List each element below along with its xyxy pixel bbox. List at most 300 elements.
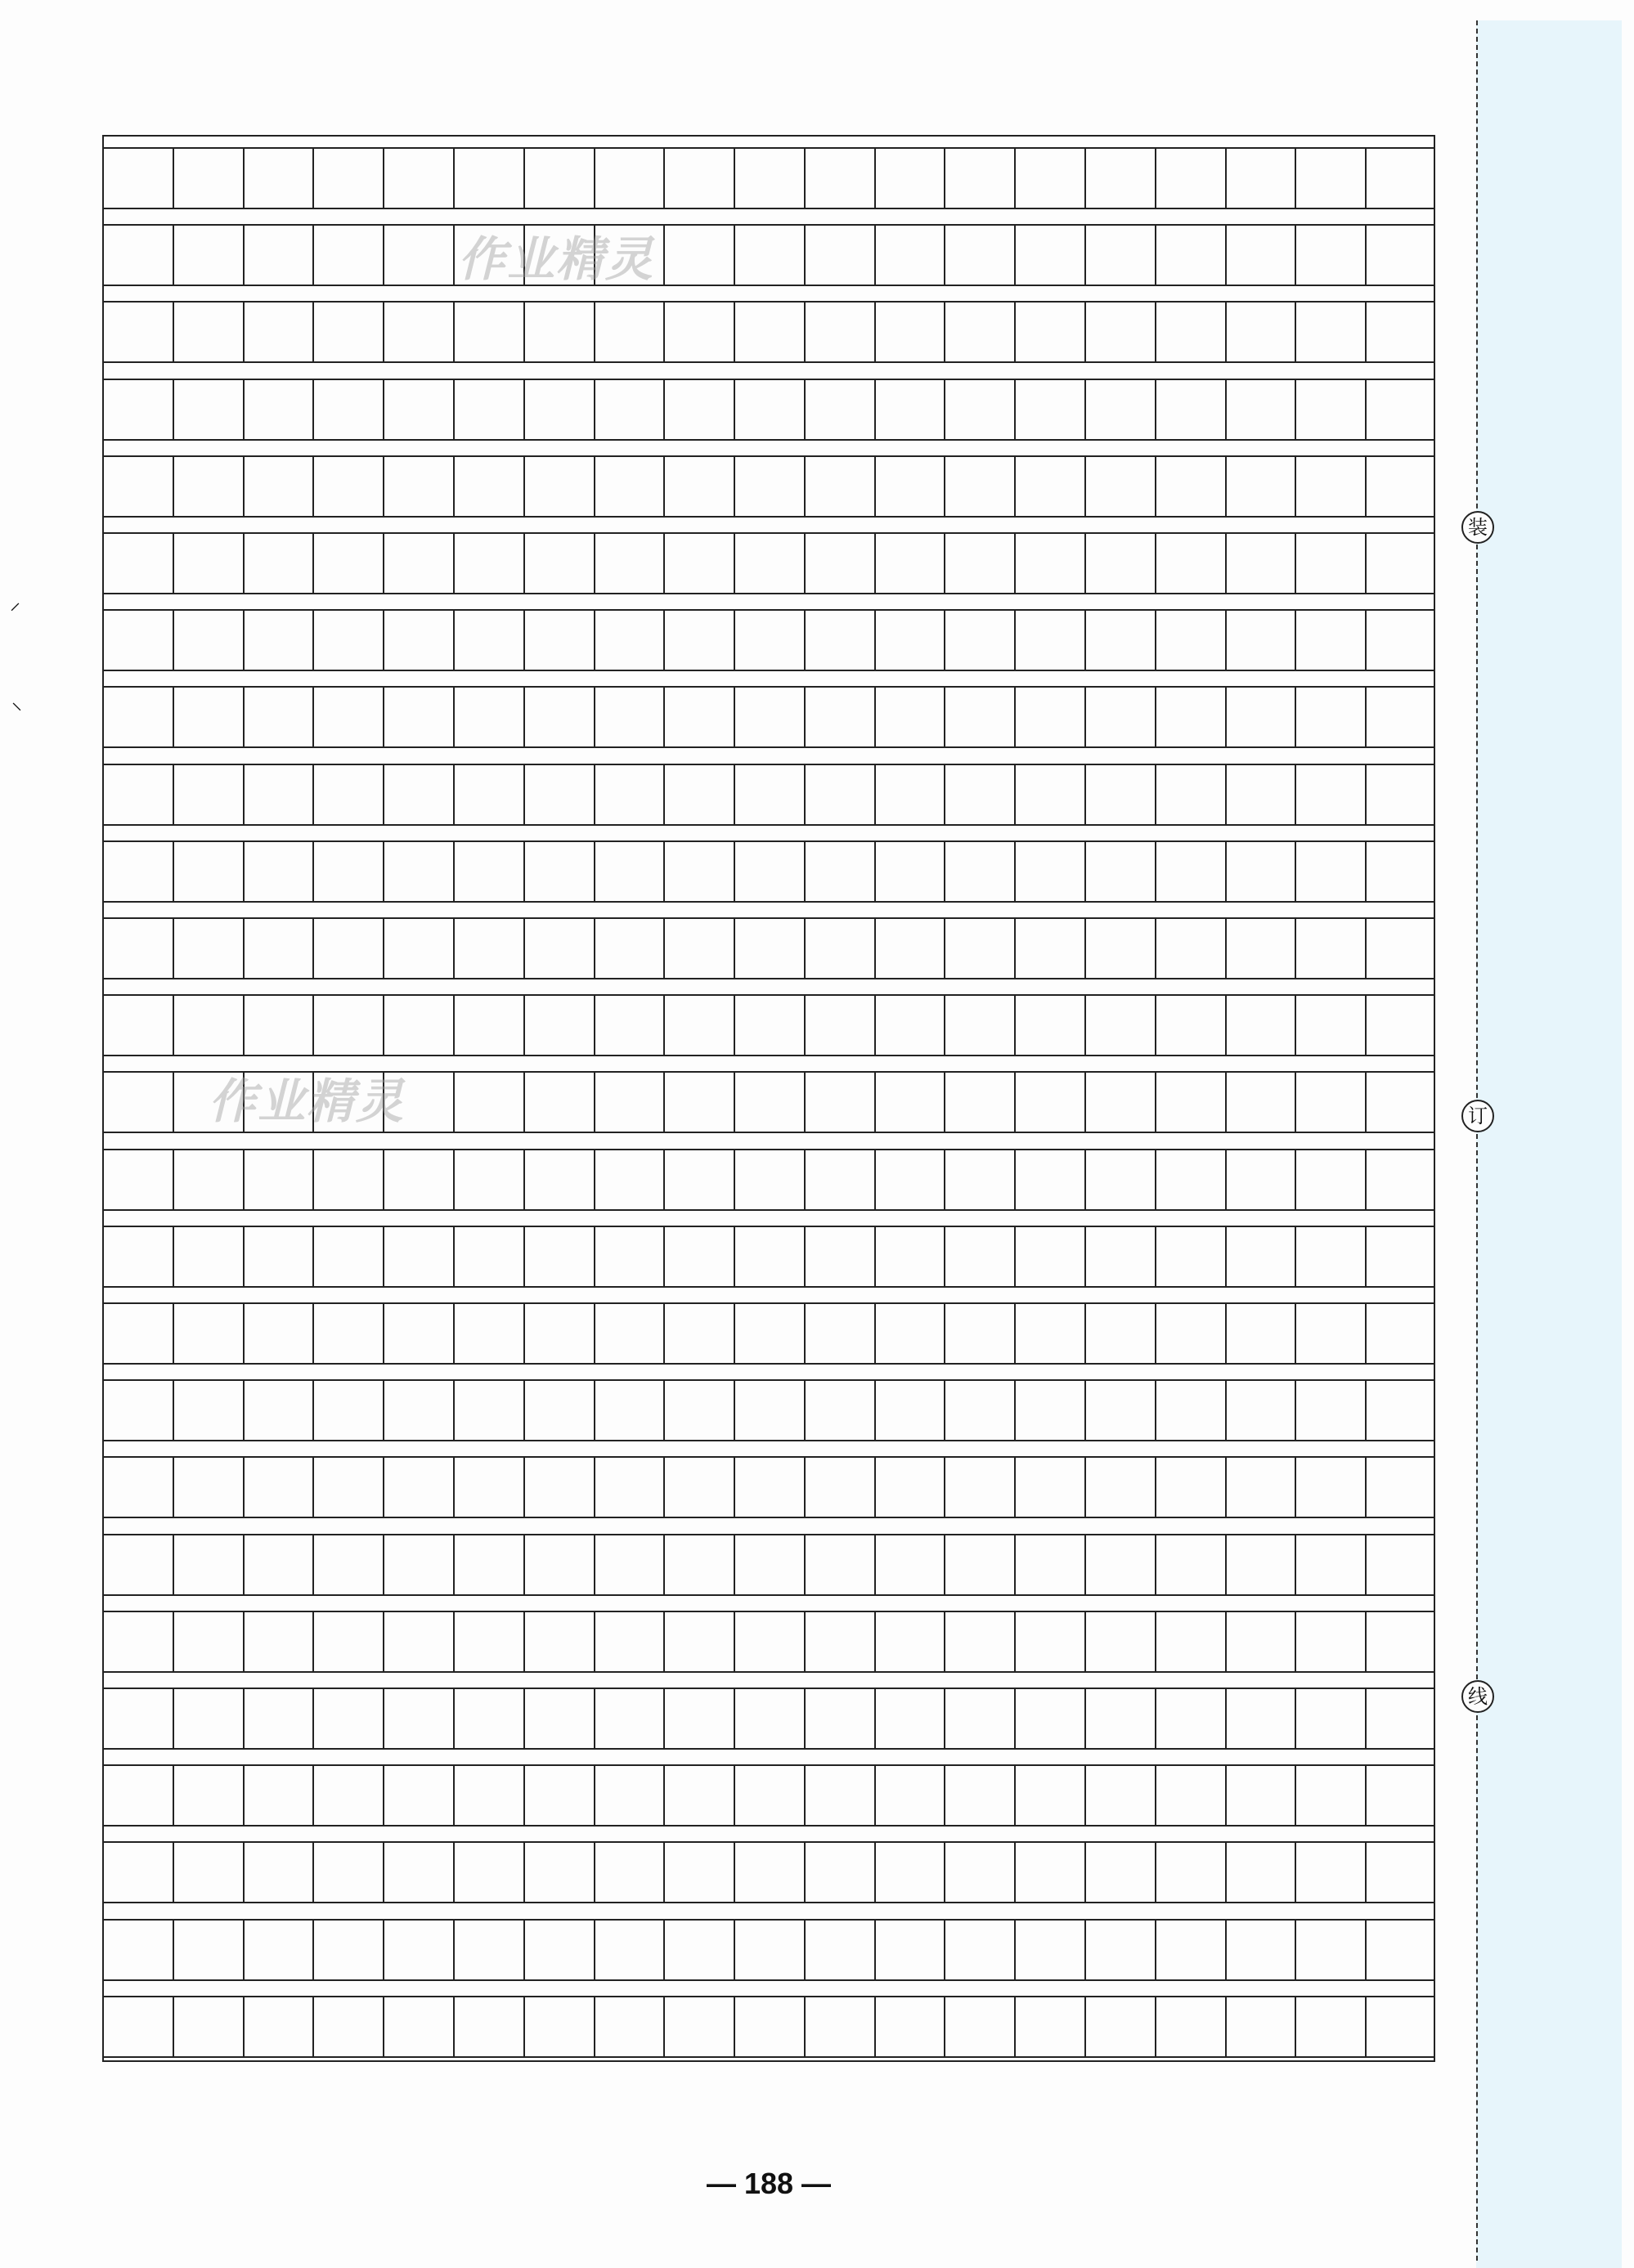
grid-cell-divider [1365,1843,1367,1902]
grid-cell-divider [734,149,735,208]
grid-cell-divider [1295,226,1296,285]
grid-row [102,1456,1435,1518]
grid-cell-divider [1155,1921,1156,1979]
grid-cell-divider [944,996,945,1055]
grid-cell-divider [312,380,314,439]
grid-cell-divider [1225,226,1227,285]
grid-cell-divider [523,688,525,746]
grid-cell-divider [734,1073,735,1132]
grid-cell-divider [173,688,174,746]
grid-cell-divider [523,1381,525,1440]
grid-cell-divider [1155,765,1156,824]
grid-cell-divider [1084,842,1086,901]
grid-cell-divider [1225,765,1227,824]
grid-cell-divider [1155,996,1156,1055]
grid-cell-divider [1295,1150,1296,1209]
grid-cell-divider [173,457,174,516]
grid-cell-divider [173,1843,174,1902]
grid-cell-divider [1155,1766,1156,1825]
grid-cell-divider [1365,1381,1367,1440]
grid-cell-divider [594,380,595,439]
grid-cell-divider [663,1535,665,1594]
grid-cell-divider [243,1458,245,1517]
grid-cell-divider [383,765,384,824]
grid-cell-divider [1084,611,1086,670]
grid-cell-divider [594,534,595,593]
grid-cell-divider [734,1150,735,1209]
grid-cell-divider [874,765,876,824]
grid-cell-divider [874,1612,876,1671]
grid-cell-divider [1014,688,1016,746]
grid-cell-divider [874,1766,876,1825]
grid-cell-divider [1365,1304,1367,1363]
grid-cell-divider [312,1150,314,1209]
watermark-text: 作业精灵 [209,1073,406,1129]
grid-cell-divider [944,1689,945,1748]
grid-cell-divider [173,149,174,208]
grid-row [102,1379,1435,1441]
grid-cell-divider [663,1381,665,1440]
grid-cell-divider [734,1689,735,1748]
grid-cell-divider [173,380,174,439]
grid-cell-divider [1295,1921,1296,1979]
grid-cell-divider [1014,996,1016,1055]
scan-speck-mark: ⸍ [10,599,21,624]
grid-cell-divider [874,688,876,746]
grid-cell-divider [1295,1766,1296,1825]
grid-cell-divider [734,996,735,1055]
grid-cell-divider [734,534,735,593]
grid-cell-divider [1295,1304,1296,1363]
grid-cell-divider [874,611,876,670]
grid-cell-divider [944,1381,945,1440]
grid-cell-divider [594,1073,595,1132]
grid-cell-divider [1295,1227,1296,1286]
grid-cell-divider [663,919,665,978]
grid-cell-divider [874,996,876,1055]
grid-cell-divider [804,1689,806,1748]
grid-cell-divider [804,149,806,208]
grid-cell-divider [523,1843,525,1902]
grid-cell-divider [312,303,314,361]
grid-cell-divider [312,1689,314,1748]
grid-cell-divider [1225,1689,1227,1748]
grid-cell-divider [663,842,665,901]
grid-cell-divider [383,611,384,670]
grid-cell-divider [1155,457,1156,516]
grid-cell-divider [1084,303,1086,361]
grid-cell-divider [594,1458,595,1517]
grid-cell-divider [1084,1843,1086,1902]
grid-cell-divider [734,1921,735,1979]
grid-cell-divider [804,1921,806,1979]
grid-cell-divider [453,380,455,439]
grid-cell-divider [663,226,665,285]
grid-cell-divider [243,1921,245,1979]
grid-cell-divider [243,919,245,978]
grid-cell-divider [1295,919,1296,978]
grid-cell-divider [383,1843,384,1902]
grid-cell-divider [663,457,665,516]
grid-cell-divider [734,1304,735,1363]
grid-cell-divider [1295,149,1296,208]
grid-cell-divider [453,919,455,978]
grid-cell-divider [1365,842,1367,901]
grid-cell-divider [1155,688,1156,746]
grid-cell-divider [1365,1997,1367,2056]
grid-cell-divider [523,1458,525,1517]
grid-cell-divider [1084,919,1086,978]
grid-cell-divider [383,842,384,901]
grid-cell-divider [173,1997,174,2056]
grid-top-rule [102,135,1435,137]
grid-cell-divider [1014,1921,1016,1979]
grid-cell-divider [1155,149,1156,208]
grid-cell-divider [312,1304,314,1363]
grid-cell-divider [1155,1381,1156,1440]
grid-cell-divider [594,919,595,978]
grid-row [102,1149,1435,1211]
grid-cell-divider [1014,457,1016,516]
grid-cell-divider [523,1766,525,1825]
grid-cell-divider [1225,1073,1227,1132]
grid-cell-divider [804,1073,806,1132]
grid-cell-divider [663,1227,665,1286]
grid-cell-divider [734,1535,735,1594]
grid-cell-divider [173,1227,174,1286]
grid-row [102,764,1435,826]
grid-cell-divider [453,457,455,516]
binding-mark-ding: 订 [1461,1100,1494,1132]
grid-cell-divider [804,1150,806,1209]
grid-cell-divider [173,1921,174,1979]
grid-cell-divider [243,1150,245,1209]
watermark-text: 作业精灵 [458,231,655,287]
grid-cell-divider [663,1843,665,1902]
grid-cell-divider [874,1535,876,1594]
grid-cell-divider [1084,1304,1086,1363]
grid-cell-divider [734,1766,735,1825]
grid-cell-divider [804,611,806,670]
grid-cell-divider [243,1766,245,1825]
grid-cell-divider [453,1073,455,1132]
grid-cell-divider [312,1612,314,1671]
grid-cell-divider [1225,1381,1227,1440]
grid-cell-divider [1365,688,1367,746]
grid-cell-divider [734,688,735,746]
grid-cell-divider [944,149,945,208]
grid-cell-divider [1365,1612,1367,1671]
grid-cell-divider [243,380,245,439]
grid-cell-divider [523,534,525,593]
grid-cell-divider [663,1458,665,1517]
grid-cell-divider [1295,1689,1296,1748]
grid-row [102,455,1435,518]
grid-cell-divider [1295,1458,1296,1517]
grid-cell-divider [1014,1689,1016,1748]
grid-cell-divider [1084,226,1086,285]
grid-cell-divider [1365,534,1367,593]
grid-cell-divider [1365,611,1367,670]
grid-cell-divider [453,1535,455,1594]
page-number: — 188 — [706,2167,832,2200]
grid-cell-divider [944,226,945,285]
grid-cell-divider [243,1227,245,1286]
grid-cell-divider [383,919,384,978]
grid-cell-divider [383,303,384,361]
grid-row [102,147,1435,209]
grid-cell-divider [383,1458,384,1517]
grid-cell-divider [944,1535,945,1594]
grid-cell-divider [663,1150,665,1209]
grid-cell-divider [874,380,876,439]
grid-cell-divider [1365,1073,1367,1132]
grid-cell-divider [453,1766,455,1825]
grid-cell-divider [312,996,314,1055]
grid-cell-divider [1225,1766,1227,1825]
grid-cell-divider [1084,1227,1086,1286]
grid-cell-divider [874,842,876,901]
grid-row [102,1611,1435,1673]
grid-cell-divider [1084,1458,1086,1517]
grid-cell-divider [734,303,735,361]
grid-row [102,224,1435,286]
grid-cell-divider [383,1689,384,1748]
grid-cell-divider [804,380,806,439]
grid-cell-divider [1295,996,1296,1055]
grid-cell-divider [1014,1150,1016,1209]
grid-cell-divider [1365,996,1367,1055]
grid-cell-divider [663,688,665,746]
grid-cell-divider [944,688,945,746]
grid-cell-divider [1084,765,1086,824]
grid-cell-divider [1155,1304,1156,1363]
grid-cell-divider [243,1612,245,1671]
grid-cell-divider [383,380,384,439]
grid-cell-divider [1365,1766,1367,1825]
grid-cell-divider [1084,1997,1086,2056]
grid-cell-divider [312,765,314,824]
grid-cell-divider [594,1535,595,1594]
grid-cell-divider [1084,996,1086,1055]
grid-cell-divider [1014,919,1016,978]
grid-cell-divider [243,611,245,670]
grid-row [102,686,1435,748]
grid-cell-divider [874,1073,876,1132]
binding-mark-zhuang: 装 [1461,511,1494,544]
grid-cell-divider [944,919,945,978]
grid-cell-divider [594,1227,595,1286]
grid-cell-divider [1365,1458,1367,1517]
grid-cell-divider [594,1150,595,1209]
grid-cell-divider [1155,226,1156,285]
grid-cell-divider [523,1612,525,1671]
grid-cell-divider [804,226,806,285]
grid-cell-divider [383,996,384,1055]
grid-cell-divider [523,842,525,901]
grid-cell-divider [1014,1073,1016,1132]
grid-cell-divider [312,149,314,208]
grid-cell-divider [1295,1843,1296,1902]
grid-cell-divider [594,842,595,901]
grid-cell-divider [523,1227,525,1286]
grid-cell-divider [453,1612,455,1671]
grid-cell-divider [312,534,314,593]
grid-cell-divider [874,1227,876,1286]
grid-cell-divider [1295,842,1296,901]
grid-cell-divider [383,457,384,516]
grid-cell-divider [1365,1689,1367,1748]
grid-cell-divider [804,1381,806,1440]
grid-cell-divider [594,765,595,824]
grid-cell-divider [804,1304,806,1363]
grid-cell-divider [663,1073,665,1132]
grid-cell-divider [1365,1921,1367,1979]
grid-cell-divider [243,149,245,208]
grid-cell-divider [453,303,455,361]
grid-cell-divider [944,380,945,439]
grid-cell-divider [1225,303,1227,361]
grid-row [102,1841,1435,1903]
grid-cell-divider [1295,1612,1296,1671]
grid-cell-divider [944,457,945,516]
grid-cell-divider [734,226,735,285]
grid-cell-divider [1014,534,1016,593]
grid-cell-divider [453,1921,455,1979]
grid-cell-divider [1225,1612,1227,1671]
grid-cell-divider [523,1304,525,1363]
grid-cell-divider [1084,1689,1086,1748]
grid-cell-divider [734,919,735,978]
grid-cell-divider [312,1227,314,1286]
grid-cell-divider [874,534,876,593]
grid-cell-divider [1365,1150,1367,1209]
grid-cell-divider [944,842,945,901]
grid-cell-divider [383,1227,384,1286]
grid-cell-divider [523,303,525,361]
grid-cell-divider [312,1381,314,1440]
grid-row [102,994,1435,1056]
grid-cell-divider [523,149,525,208]
grid-cell-divider [663,1304,665,1363]
grid-cell-divider [383,688,384,746]
grid-cell-divider [1295,611,1296,670]
grid-cell-divider [243,765,245,824]
grid-row [102,840,1435,903]
grid-cell-divider [663,1997,665,2056]
grid-cell-divider [734,1381,735,1440]
grid-cell-divider [453,688,455,746]
grid-cell-divider [383,1766,384,1825]
grid-cell-divider [734,380,735,439]
grid-cell-divider [243,1535,245,1594]
grid-cell-divider [874,919,876,978]
grid-cell-divider [173,1304,174,1363]
grid-cell-divider [663,611,665,670]
grid-cell-divider [594,1689,595,1748]
grid-cell-divider [663,1689,665,1748]
grid-cell-divider [1295,1381,1296,1440]
grid-cell-divider [1155,611,1156,670]
grid-cell-divider [1155,303,1156,361]
grid-cell-divider [944,1304,945,1363]
grid-row [102,1764,1435,1827]
grid-cell-divider [734,1458,735,1517]
grid-cell-divider [944,534,945,593]
grid-cell-divider [944,1458,945,1517]
grid-cell-divider [1365,1227,1367,1286]
grid-cell-divider [1225,1921,1227,1979]
grid-cell-divider [173,1535,174,1594]
grid-cell-divider [1084,380,1086,439]
grid-cell-divider [1084,1612,1086,1671]
grid-cell-divider [804,996,806,1055]
grid-cell-divider [804,842,806,901]
grid-cell-divider [173,1381,174,1440]
grid-cell-divider [804,534,806,593]
grid-cell-divider [1084,688,1086,746]
grid-cell-divider [1014,1843,1016,1902]
grid-cell-divider [1225,1150,1227,1209]
grid-cell-divider [663,149,665,208]
grid-row [102,1919,1435,1981]
grid-cell-divider [874,1458,876,1517]
grid-cell-divider [383,1304,384,1363]
grid-row [102,1996,1435,2058]
grid-cell-divider [383,1612,384,1671]
scan-speck-mark: ⸌ [11,699,23,724]
grid-cell-divider [594,1766,595,1825]
grid-cell-divider [734,1997,735,2056]
grid-cell-divider [594,611,595,670]
grid-cell-divider [1295,688,1296,746]
grid-cell-divider [1295,534,1296,593]
grid-cell-divider [383,534,384,593]
grid-cell-divider [734,842,735,901]
grid-cell-divider [594,1612,595,1671]
grid-cell-divider [243,996,245,1055]
grid-cell-divider [1225,1227,1227,1286]
grid-cell-divider [243,303,245,361]
grid-cell-divider [594,1304,595,1363]
grid-row [102,379,1435,441]
grid-cell-divider [453,1689,455,1748]
grid-cell-divider [173,1689,174,1748]
grid-cell-divider [663,303,665,361]
grid-cell-divider [804,303,806,361]
grid-cell-divider [1014,611,1016,670]
grid-cell-divider [1155,534,1156,593]
grid-row [102,1688,1435,1750]
grid-cell-divider [1014,149,1016,208]
grid-cell-divider [243,1997,245,2056]
grid-cell-divider [173,919,174,978]
grid-cell-divider [312,919,314,978]
grid-cell-divider [453,765,455,824]
grid-cell-divider [944,1227,945,1286]
grid-cell-divider [804,919,806,978]
grid-cell-divider [1155,380,1156,439]
grid-cell-divider [874,457,876,516]
grid-cell-divider [804,1227,806,1286]
grid-cell-divider [944,303,945,361]
grid-cell-divider [663,996,665,1055]
grid-cell-divider [1365,457,1367,516]
grid-cell-divider [383,149,384,208]
grid-cell-divider [243,1304,245,1363]
grid-cell-divider [1014,1304,1016,1363]
grid-cell-divider [1225,149,1227,208]
